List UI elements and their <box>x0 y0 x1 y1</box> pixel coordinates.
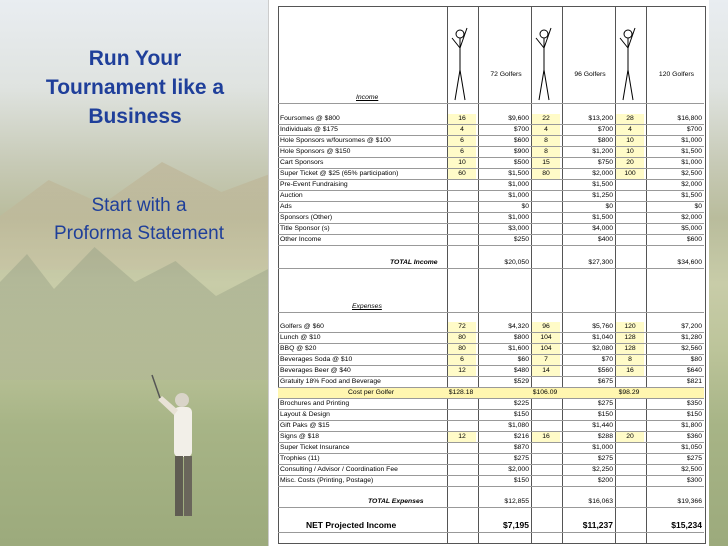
expense-row <box>278 421 704 432</box>
expense-row <box>278 355 704 366</box>
income-row-q2: 15 <box>532 158 560 168</box>
expenses-heading: Expenses <box>352 303 382 310</box>
income-row-q1: 10 <box>448 158 476 168</box>
header-row <box>278 70 704 80</box>
golfer-photo-figure <box>150 370 210 546</box>
expense-row-q2: 104 <box>532 333 560 343</box>
expense-row-label: Layout & Design <box>280 411 330 418</box>
income-row-v1: $1,000 <box>508 181 529 188</box>
expense-row-v3: $80 <box>690 356 702 363</box>
expense-row-label: Trophies (11) <box>280 455 320 462</box>
income-row-q2: 8 <box>532 147 560 157</box>
income-heading: Income <box>356 94 379 101</box>
cost-per-golfer-72: $128.18 <box>448 389 474 396</box>
expense-row-v3: $1,050 <box>681 444 702 451</box>
net-income-row <box>278 519 704 533</box>
income-row <box>278 147 704 158</box>
expense-row-q3: 120 <box>616 322 644 332</box>
income-row-v2: $2,000 <box>592 170 613 177</box>
expense-row-label: Beverages Soda @ $10 <box>280 356 353 363</box>
income-row-q2: 22 <box>532 114 560 124</box>
expense-row-v2: $5,760 <box>592 323 613 330</box>
total-expenses-96: $16,063 <box>588 498 613 505</box>
expense-row-v2: $275 <box>597 455 613 462</box>
expense-row <box>278 443 704 454</box>
slide-subtitle <box>24 192 254 248</box>
proforma-spreadsheet <box>268 0 709 546</box>
header-120-golfers: 120 Golfers <box>658 71 695 78</box>
expense-row-label: Gratuity 18% Food and Beverage <box>280 378 381 385</box>
expense-row-q1: 6 <box>448 355 476 365</box>
income-row-label: Individuals @ $175 <box>280 126 338 133</box>
income-row-label: Super Ticket @ $25 (65% participation) <box>280 170 399 177</box>
total-income-label: TOTAL Income <box>390 259 438 266</box>
income-row-v3: $2,000 <box>681 214 702 221</box>
income-row-v1: $0 <box>521 203 529 210</box>
income-row-label: Sponsors (Other) <box>280 214 333 221</box>
income-row-v2: $13,200 <box>588 115 613 122</box>
title-line-3: Business <box>88 105 182 128</box>
expense-row-q2: 96 <box>532 322 560 332</box>
income-row <box>278 136 704 147</box>
expense-row-q1: 12 <box>448 432 476 442</box>
income-row-v3: $1,000 <box>681 159 702 166</box>
expense-row-v1: $4,320 <box>508 323 529 330</box>
income-row-v1: $1,000 <box>508 192 529 199</box>
income-row-q3: 28 <box>616 114 644 124</box>
expense-row-v1: $2,000 <box>508 466 529 473</box>
income-row-v3: $2,000 <box>681 181 702 188</box>
income-row-label: Ads <box>280 203 292 210</box>
total-expenses-72: $12,855 <box>504 498 529 505</box>
expense-row-v2: $1,440 <box>592 422 613 429</box>
net-income-label: NET Projected Income <box>306 520 397 530</box>
expense-row-q3: 128 <box>616 344 644 354</box>
expense-row-label: Beverages Beer @ $40 <box>280 367 351 374</box>
expense-row-label: Golfers @ $60 <box>280 323 324 330</box>
expense-row-v2: $150 <box>597 411 613 418</box>
total-expenses-120: $19,366 <box>677 498 702 505</box>
income-row-label: Hole Sponsors w/foursomes @ $100 <box>280 137 391 144</box>
income-row-v1: $3,000 <box>508 225 529 232</box>
income-row-q2: 80 <box>532 169 560 179</box>
expense-row-q1: 12 <box>448 366 476 376</box>
expense-row <box>278 476 704 487</box>
total-expenses-row <box>278 497 704 508</box>
income-row-q1: 16 <box>448 114 476 124</box>
expense-row-label: BBQ @ $20 <box>280 345 317 352</box>
income-row-label: Foursomes @ $800 <box>280 115 340 122</box>
income-row-q2: 8 <box>532 136 560 146</box>
expense-row <box>278 399 704 410</box>
expense-row-q2: 14 <box>532 366 560 376</box>
income-row-v1: $1,500 <box>508 170 529 177</box>
income-row-v2: $4,000 <box>592 225 613 232</box>
income-row <box>278 125 704 136</box>
expense-row <box>278 322 704 333</box>
header-72-golfers: 72 Golfers <box>490 71 522 78</box>
expense-row-v3: $1,800 <box>681 422 702 429</box>
income-row-v3: $700 <box>686 126 702 133</box>
expense-row-q1: 80 <box>448 333 476 343</box>
expense-row-v3: $821 <box>686 378 702 385</box>
income-row-label: Pre-Event Fundraising <box>280 181 348 188</box>
income-row-v3: $600 <box>686 236 702 243</box>
income-row-v2: $400 <box>597 236 613 243</box>
income-row-v2: $700 <box>597 126 613 133</box>
expense-row-v3: $150 <box>686 411 702 418</box>
expense-row <box>278 344 704 355</box>
income-row-q2: 4 <box>532 125 560 135</box>
title-line-2: Tournament like a <box>45 76 225 99</box>
cost-per-golfer-row <box>278 388 704 399</box>
expense-row-v1: $216 <box>513 433 529 440</box>
subtitle-line-2: Proforma Statement <box>53 223 225 244</box>
expense-row-v3: $2,560 <box>681 345 702 352</box>
expense-row-v2: $2,080 <box>592 345 613 352</box>
title-line-1: Run Your <box>88 47 182 70</box>
income-row-v2: $750 <box>597 159 613 166</box>
income-row <box>278 235 704 246</box>
income-row-label: Title Sponsor (s) <box>280 225 330 232</box>
income-row-v3: $0 <box>694 203 702 210</box>
expense-row-v2: $1,040 <box>592 334 613 341</box>
income-row-label: Cart Sponsors <box>280 159 324 166</box>
income-row-q1: 6 <box>448 147 476 157</box>
expense-row-v1: $480 <box>513 367 529 374</box>
header-96-golfers: 96 Golfers <box>574 71 606 78</box>
income-row-v2: $1,500 <box>592 214 613 221</box>
expenses-heading-row <box>278 302 704 313</box>
income-row-v2: $1,200 <box>592 148 613 155</box>
expense-row-v1: $800 <box>513 334 529 341</box>
income-row <box>278 158 704 169</box>
expense-row-v1: $870 <box>513 444 529 451</box>
expense-row-q3: 20 <box>616 432 644 442</box>
expense-row <box>278 432 704 443</box>
income-row-v2: $1,500 <box>592 181 613 188</box>
income-row-v3: $1,500 <box>681 148 702 155</box>
income-row-v1: $600 <box>513 137 529 144</box>
expense-row-v1: $60 <box>517 356 529 363</box>
expense-row-v3: $640 <box>686 367 702 374</box>
income-row-v2: $800 <box>597 137 613 144</box>
income-row <box>278 114 704 125</box>
income-row-q1: 60 <box>448 169 476 179</box>
total-expenses-label: TOTAL Expenses <box>368 498 424 505</box>
net-income-72: $7,195 <box>503 520 529 530</box>
income-row-v2: $0 <box>605 203 613 210</box>
expense-row-v3: $300 <box>686 477 702 484</box>
income-row-v2: $1,250 <box>592 192 613 199</box>
income-row <box>278 202 704 213</box>
slide-title <box>20 44 250 131</box>
cost-per-golfer-label: Cost per Golfer <box>348 389 395 396</box>
income-row-v1: $900 <box>513 148 529 155</box>
expense-row-q1: 72 <box>448 322 476 332</box>
expense-row-v2: $1,000 <box>592 444 613 451</box>
income-row-v1: $250 <box>513 236 529 243</box>
expense-row-v3: $360 <box>686 433 702 440</box>
income-row-q3: 10 <box>616 136 644 146</box>
expense-row-q2: 16 <box>532 432 560 442</box>
expense-row-v1: $150 <box>513 411 529 418</box>
income-row-v3: $1,000 <box>681 137 702 144</box>
expense-row-q3: 16 <box>616 366 644 376</box>
expense-row-label: Gift Paks @ $15 <box>280 422 330 429</box>
income-row-q3: 100 <box>616 169 644 179</box>
expense-row <box>278 454 704 465</box>
income-row-label: Hole Sponsors @ $150 <box>280 148 351 155</box>
income-row-v1: $1,000 <box>508 214 529 221</box>
income-row-q1: 6 <box>448 136 476 146</box>
expense-row-v2: $288 <box>597 433 613 440</box>
expense-row-v2: $200 <box>597 477 613 484</box>
expense-row <box>278 366 704 377</box>
expense-row-q2: 104 <box>532 344 560 354</box>
cost-per-golfer-120: $98.29 <box>618 389 640 396</box>
expense-row-v1: $275 <box>513 455 529 462</box>
income-row-q3: 10 <box>616 147 644 157</box>
expense-row-v3: $350 <box>686 400 702 407</box>
income-row-label: Auction <box>280 192 303 199</box>
net-income-120: $15,234 <box>671 520 702 530</box>
income-row <box>278 180 704 191</box>
income-row <box>278 224 704 235</box>
income-row-v1: $500 <box>513 159 529 166</box>
income-row <box>278 213 704 224</box>
income-heading-row <box>278 93 704 104</box>
expense-row-label: Brochures and Printing <box>280 400 350 407</box>
expense-row <box>278 465 704 476</box>
expense-row-v1: $150 <box>513 477 529 484</box>
income-row-q3: 4 <box>616 125 644 135</box>
income-row-q3: 20 <box>616 158 644 168</box>
total-income-120: $34,600 <box>677 259 702 266</box>
income-row-label: Other Income <box>280 236 322 243</box>
subtitle-line-1: Start with a <box>91 195 187 216</box>
expense-row-v2: $70 <box>601 356 613 363</box>
expense-row-v2: $275 <box>597 400 613 407</box>
expense-row <box>278 333 704 344</box>
income-row <box>278 191 704 202</box>
expense-row-v3: $2,500 <box>681 466 702 473</box>
expense-row <box>278 377 704 388</box>
income-row <box>278 169 704 180</box>
expense-row-label: Consulting / Advisor / Coordination Fee <box>280 466 398 473</box>
expense-row-v1: $225 <box>513 400 529 407</box>
expense-row-v2: $560 <box>597 367 613 374</box>
income-row-v3: $2,500 <box>681 170 702 177</box>
expense-row-v3: $275 <box>686 455 702 462</box>
expense-row-v2: $2,250 <box>592 466 613 473</box>
expense-row-v1: $1,080 <box>508 422 529 429</box>
expense-row-label: Lunch @ $10 <box>280 334 321 341</box>
income-row-v1: $700 <box>513 126 529 133</box>
total-income-72: $20,050 <box>504 259 529 266</box>
expense-row-q2: 7 <box>532 355 560 365</box>
total-income-row <box>278 258 704 269</box>
expense-row-q3: 128 <box>616 333 644 343</box>
expense-row-label: Super Ticket Insurance <box>280 444 350 451</box>
expense-row-v3: $1,280 <box>681 334 702 341</box>
income-row-v3: $16,800 <box>677 115 702 122</box>
total-income-96: $27,300 <box>588 259 613 266</box>
income-row-v1: $9,600 <box>508 115 529 122</box>
expense-row-v1: $1,600 <box>508 345 529 352</box>
cost-per-golfer-96: $106.09 <box>532 389 558 396</box>
income-row-v3: $5,000 <box>681 225 702 232</box>
expense-row-label: Misc. Costs (Printing, Postage) <box>280 477 374 484</box>
net-income-96: $11,237 <box>582 520 613 530</box>
expense-row-label: Signs @ $18 <box>280 433 320 440</box>
expense-row-q3: 8 <box>616 355 644 365</box>
income-row-v3: $1,500 <box>681 192 702 199</box>
expense-row-v2: $675 <box>597 378 613 385</box>
expense-row-v1: $529 <box>513 378 529 385</box>
expense-row <box>278 410 704 421</box>
expense-row-q1: 80 <box>448 344 476 354</box>
expense-row-v3: $7,200 <box>681 323 702 330</box>
income-row-q1: 4 <box>448 125 476 135</box>
